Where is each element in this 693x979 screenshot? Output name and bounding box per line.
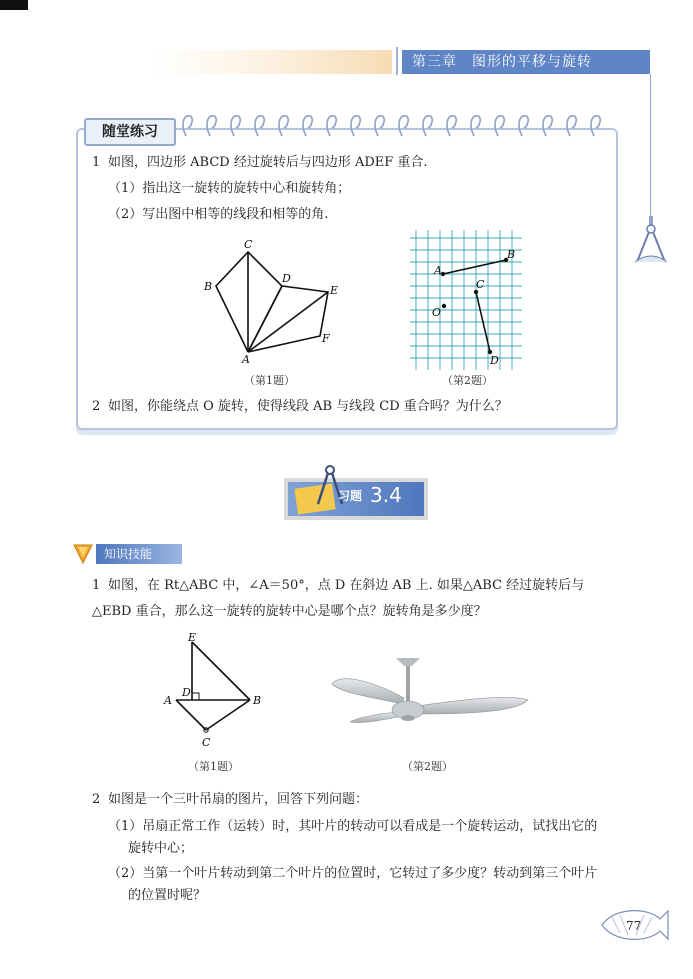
- fig3-label-B: B: [253, 694, 262, 707]
- fig2-caption: （第2题）: [442, 374, 493, 387]
- fig3-label-A: A: [164, 694, 172, 707]
- fig4-caption: （第2题）: [402, 760, 453, 773]
- ex-q2-sub1a: （1）吊扇正常工作（运转）时，其叶片的转动可以看成是一个旋转运动，试找出它的: [108, 819, 598, 834]
- margin-rule: [650, 74, 651, 224]
- fig3-caption: （第1题）: [188, 760, 239, 773]
- figure-grid: [410, 230, 522, 370]
- ex-q2-number: 2: [92, 792, 101, 807]
- fig2-label-C: C: [476, 278, 485, 291]
- fig2-label-D: D: [490, 354, 499, 367]
- exercise-label: 习题: [338, 489, 363, 503]
- header-separator: [396, 47, 398, 75]
- notebook-rings: [180, 110, 616, 140]
- ex-q1-number: 1: [92, 578, 101, 593]
- fig1-label-B: B: [204, 280, 213, 293]
- figure-quadrilaterals: [198, 236, 348, 366]
- practice-q1-number: 1: [92, 155, 101, 170]
- corner-mark: [0, 0, 28, 10]
- practice-q1-sub2: （2）写出图中相等的线段和相等的角.: [108, 207, 329, 222]
- fig2-label-O: O: [432, 306, 442, 319]
- ex-q1-line2: △EBD 重合，那么这一旋转的旋转中心是哪个点？旋转角是多少度？: [92, 604, 487, 619]
- practice-title: 随堂练习: [84, 118, 176, 146]
- fig2-label-B: B: [507, 248, 516, 261]
- practice-q2-number: 2: [92, 399, 101, 414]
- section-title: 知识技能: [96, 544, 182, 564]
- fig3-label-E: E: [188, 632, 197, 644]
- pencil-icon: [72, 541, 94, 565]
- fig1-label-E: E: [330, 284, 339, 297]
- fig1-caption: （第1题）: [244, 374, 295, 387]
- fig1-label-A: A: [242, 353, 250, 366]
- page-number: 77: [626, 919, 642, 933]
- fig3-label-C: C: [202, 736, 211, 749]
- chapter-title: 第三章 图形的平移与旋转: [402, 50, 650, 74]
- ex-q2-text: 如图是一个三叶吊扇的图片，回答下列问题：: [108, 792, 369, 807]
- ex-q1-line1: 如图，在 Rt△ABC 中，∠A＝50°，点 D 在斜边 AB 上. 如果△ABC 经过旋转后与: [108, 578, 585, 593]
- ex-q2-sub2a: （2）当第一个叶片转动到第二个叶片的位置时，它转过了多少度？转动到第三个叶片: [108, 866, 598, 881]
- ex-q2-sub2b: 的位置时呢？: [128, 888, 207, 903]
- fig1-label-D: D: [282, 272, 291, 285]
- ceiling-fan-image: [328, 654, 530, 734]
- figure-right-triangles: [160, 632, 270, 752]
- fig1-label-F: F: [322, 332, 330, 345]
- practice-q2-text: 如图，你能绕点 O 旋转，使得线段 AB 与线段 CD 重合吗？为什么？: [108, 399, 508, 414]
- compass-icon: [631, 216, 671, 266]
- practice-q1-text: 如图，四边形 ABCD 经过旋转后与四边形 ADEF 重合.: [108, 155, 428, 170]
- exercise-number: 3.4: [370, 483, 402, 507]
- fig2-label-A: A: [434, 264, 442, 277]
- header-decoration: [150, 50, 392, 74]
- fig3-label-D: D: [182, 686, 191, 699]
- page-number-badge: [598, 905, 670, 945]
- practice-q1-sub1: （1）指出这一旋转的旋转中心和旋转角；: [108, 181, 351, 196]
- ex-q2-sub1b: 旋转中心；: [128, 841, 194, 856]
- fig1-label-C: C: [244, 238, 253, 251]
